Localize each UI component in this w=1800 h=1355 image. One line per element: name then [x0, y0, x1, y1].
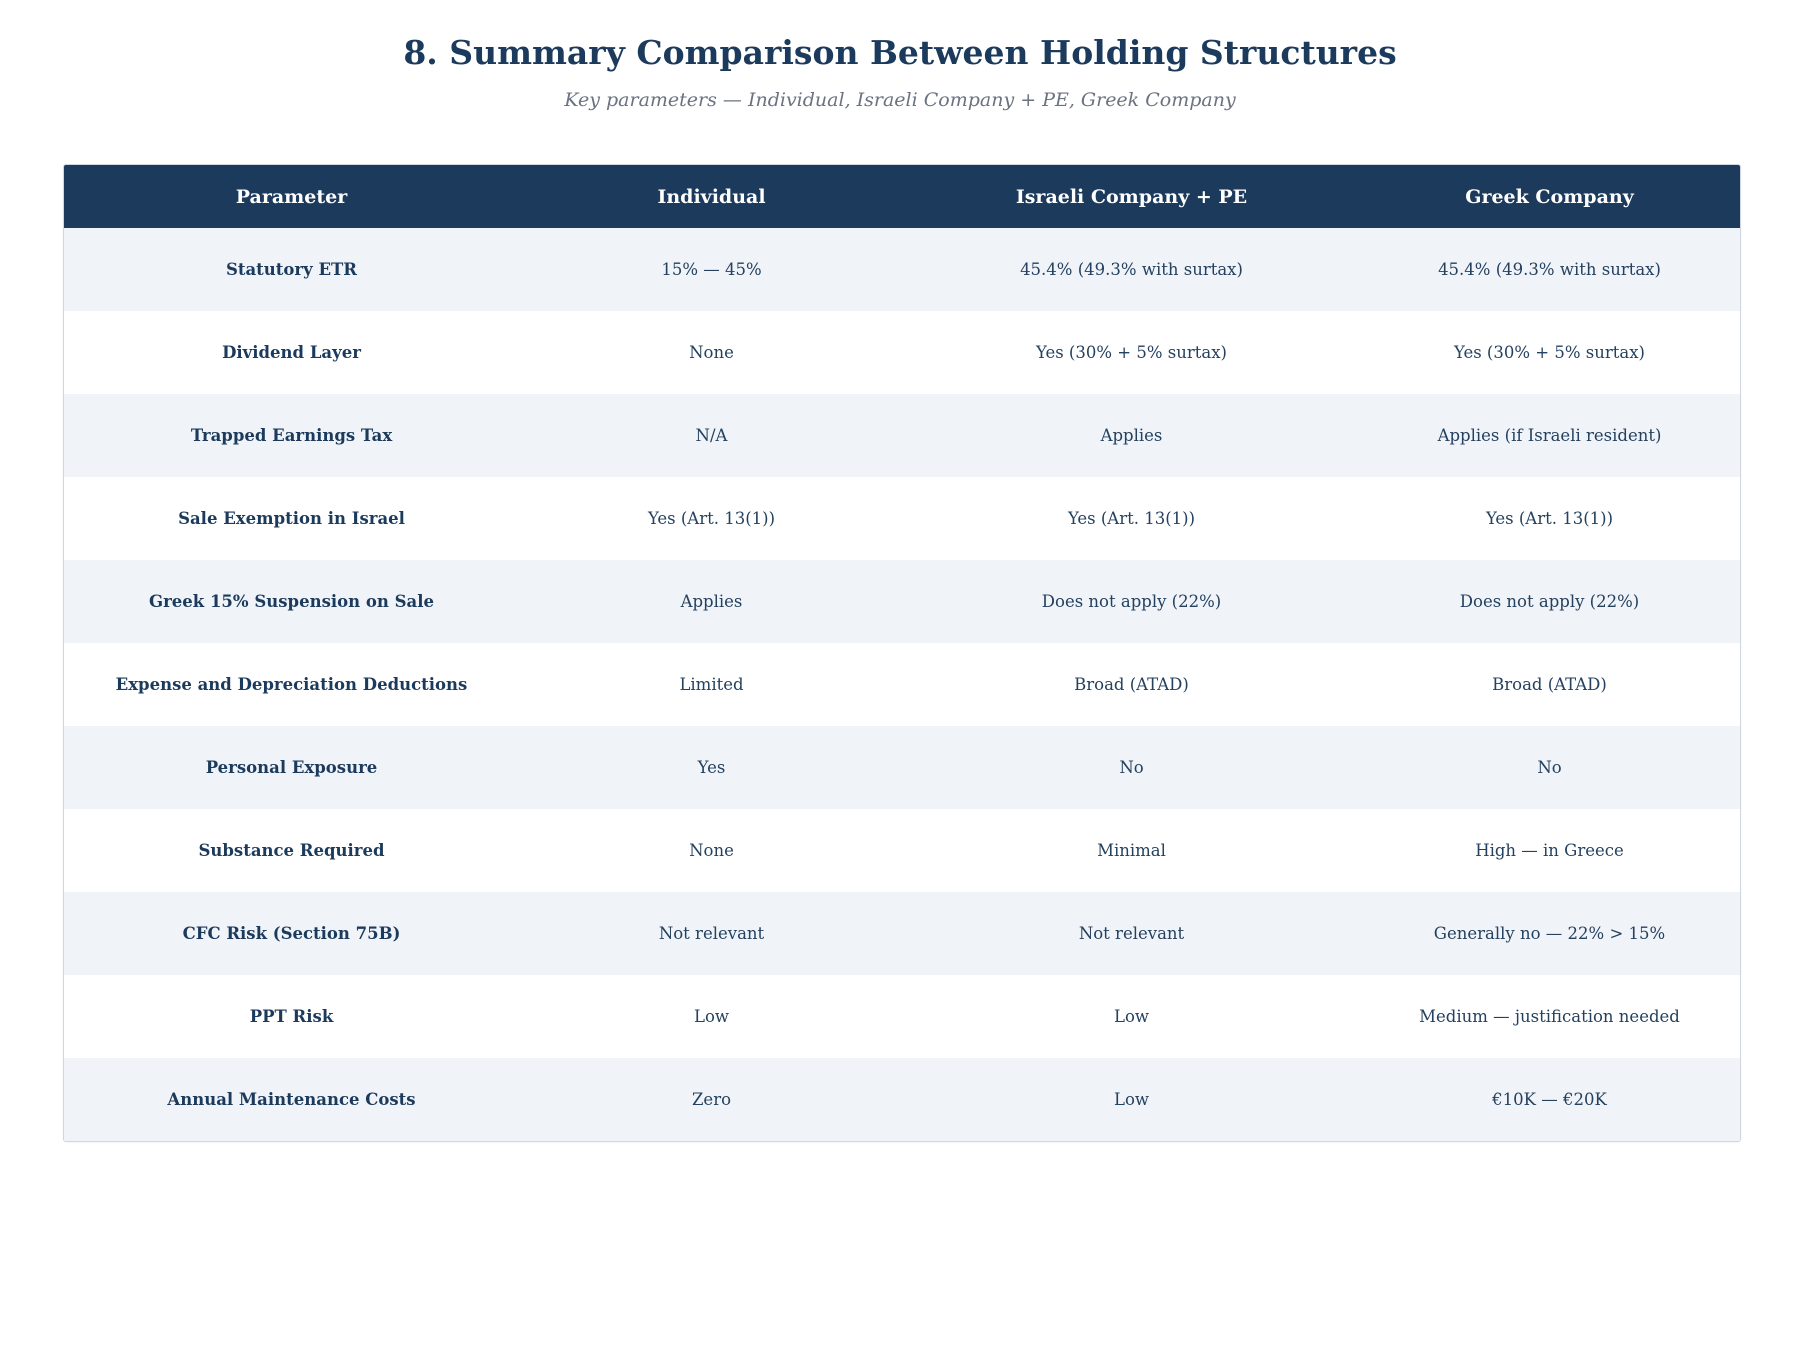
- cell-greek-company: Medium — justification needed: [1419, 1007, 1680, 1026]
- cell-parameter: PPT Risk: [249, 1007, 334, 1026]
- column-header-israeli-company-pe: Israeli Company + PE: [1015, 185, 1248, 208]
- cell-israeli-company-pe: Does not apply (22%): [1041, 592, 1222, 611]
- page-subtitle: Key parameters — Individual, Israeli Company + PE, Greek Company: [564, 89, 1236, 111]
- cell-individual: N/A: [695, 426, 728, 445]
- cell-greek-company: Generally no — 22% > 15%: [1433, 924, 1666, 943]
- table-row: [64, 394, 1740, 477]
- cell-parameter: Expense and Depreciation Deductions: [115, 675, 468, 694]
- comparison-table-container: [63, 164, 1741, 1142]
- table-row: [64, 311, 1740, 394]
- cell-individual: None: [689, 841, 734, 860]
- table-header-row: [64, 165, 1740, 228]
- cell-parameter: Personal Exposure: [205, 758, 378, 777]
- cell-israeli-company-pe: Yes (30% + 5% surtax): [1036, 343, 1227, 362]
- cell-israeli-company-pe: No: [1119, 758, 1144, 777]
- table-row: [64, 1058, 1740, 1141]
- column-header-individual: Individual: [657, 185, 766, 208]
- cell-greek-company: Applies (if Israeli resident): [1437, 426, 1662, 445]
- cell-individual: Yes (Art. 13(1)): [647, 509, 776, 528]
- table-header: [64, 165, 1740, 228]
- cell-greek-company: €10K — €20K: [1492, 1090, 1607, 1109]
- cell-greek-company: Broad (ATAD): [1492, 675, 1607, 694]
- table-row: [64, 975, 1740, 1058]
- cell-israeli-company-pe: Yes (Art. 13(1)): [1067, 509, 1196, 528]
- column-header-parameter: Parameter: [235, 185, 348, 208]
- cell-individual: Yes: [697, 758, 726, 777]
- cell-individual: Limited: [679, 675, 744, 694]
- cell-israeli-company-pe: 45.4% (49.3% with surtax): [1020, 260, 1243, 279]
- cell-israeli-company-pe: Applies: [1100, 426, 1163, 445]
- cell-parameter: Greek 15% Suspension on Sale: [149, 592, 434, 611]
- cell-individual: Applies: [680, 592, 743, 611]
- cell-greek-company: High — in Greece: [1475, 841, 1624, 860]
- cell-individual: Zero: [691, 1090, 732, 1109]
- page-title: 8. Summary Comparison Between Holding Structures: [403, 33, 1397, 72]
- cell-parameter: Statutory ETR: [225, 260, 358, 279]
- cell-individual: Not relevant: [658, 924, 765, 943]
- cell-israeli-company-pe: Broad (ATAD): [1074, 675, 1189, 694]
- cell-parameter: Annual Maintenance Costs: [167, 1090, 416, 1109]
- cell-individual: 15% — 45%: [661, 260, 762, 279]
- cell-israeli-company-pe: Not relevant: [1078, 924, 1185, 943]
- table-row: [64, 477, 1740, 560]
- cell-greek-company: No: [1537, 758, 1562, 777]
- cell-greek-company: Yes (30% + 5% surtax): [1454, 343, 1645, 362]
- cell-individual: Low: [693, 1007, 729, 1026]
- table-row: [64, 892, 1740, 975]
- cell-israeli-company-pe: Minimal: [1097, 841, 1166, 860]
- comparison-table: [64, 165, 1740, 1141]
- column-header-greek-company: Greek Company: [1465, 185, 1634, 208]
- cell-parameter: Sale Exemption in Israel: [178, 509, 405, 528]
- table-row: [64, 726, 1740, 809]
- cell-greek-company: Does not apply (22%): [1459, 592, 1640, 611]
- cell-greek-company: Yes (Art. 13(1)): [1485, 509, 1614, 528]
- cell-individual: None: [689, 343, 734, 362]
- table-row: [64, 809, 1740, 892]
- table-body: [64, 228, 1740, 1141]
- table-row: [64, 643, 1740, 726]
- cell-israeli-company-pe: Low: [1113, 1007, 1149, 1026]
- cell-parameter: Substance Required: [198, 841, 385, 860]
- cell-parameter: Trapped Earnings Tax: [190, 426, 393, 445]
- cell-greek-company: 45.4% (49.3% with surtax): [1438, 260, 1661, 279]
- cell-parameter: Dividend Layer: [222, 343, 361, 362]
- cell-israeli-company-pe: Low: [1113, 1090, 1149, 1109]
- table-row: [64, 228, 1740, 311]
- cell-parameter: CFC Risk (Section 75B): [182, 924, 401, 943]
- table-row: [64, 560, 1740, 643]
